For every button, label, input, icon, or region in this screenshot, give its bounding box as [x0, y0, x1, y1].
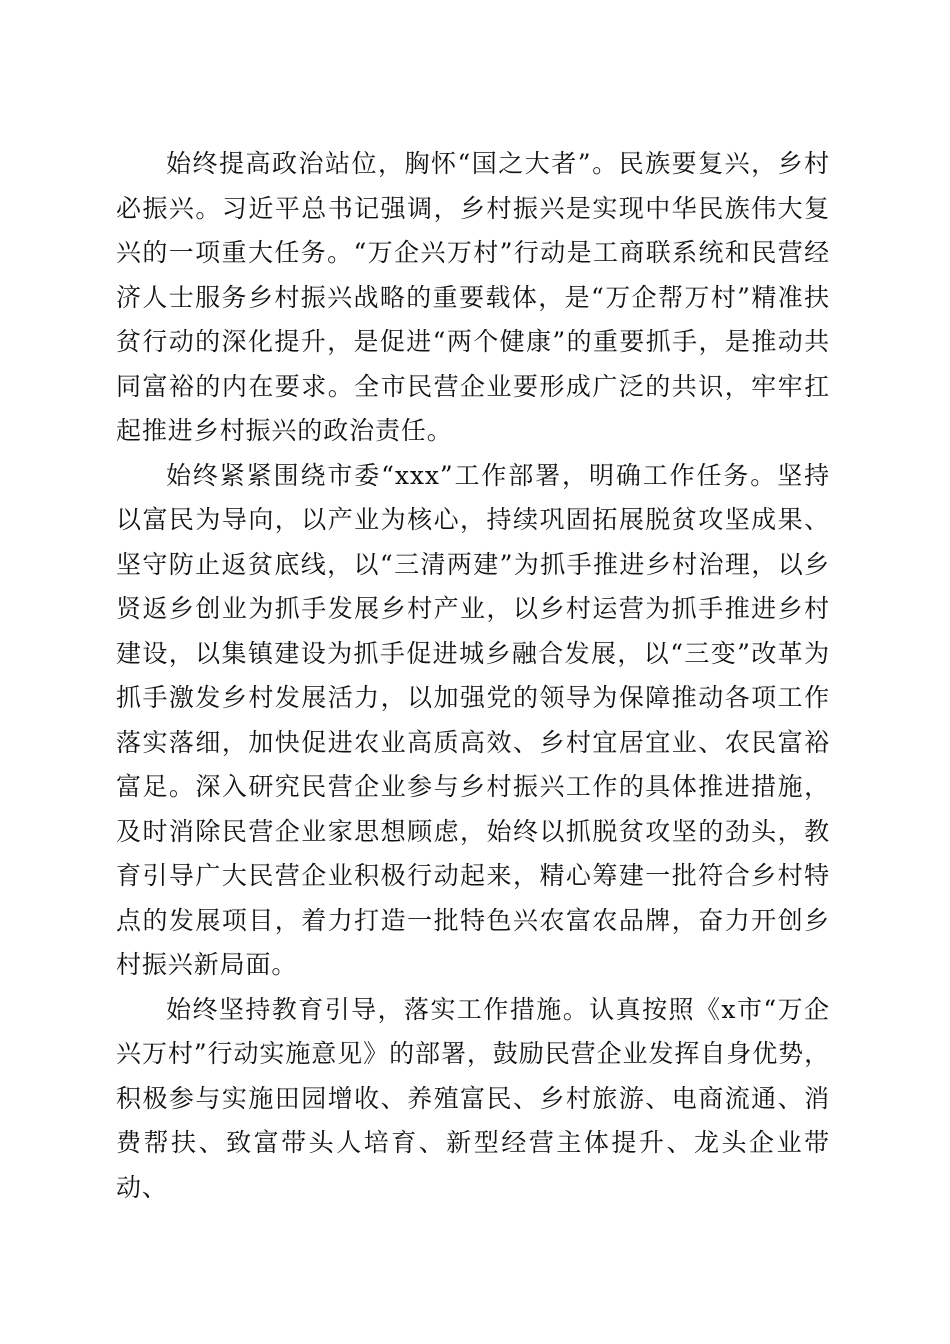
paragraph-political-stance: 始终提高政治站位，胸怀“国之大者”。民族要复兴，乡村必振兴。习近平总书记强调，乡村振兴是实现中华民族伟大复兴的一项重大任务。“万企兴万村”行动是工商联系统和民营经济人士服务乡村振兴战略的重要载体，是“万企帮万村”精准扶贫行动的深化提升，是促进“两个健康”的重要抓手，是推动共同富裕的内在要求。全市民营企业要形成广泛的共识，牢牢扛起推进乡村振兴的政治责任。 [116, 149, 830, 445]
paragraph-work-tasks: 始终紧紧围绕市委“xxx”工作部署，明确工作任务。坚持以富民为导向，以产业为核心，持续巩固拓展脱贫攻坚成果、坚守防止返贫底线，以“三清两建”为抓手推进乡村治理，以乡贤返乡创业为抓手发展乡村产业，以乡村运营为抓手推进乡村建设，以集镇建设为抓手促进城乡融合发展，以“三变”改革为抓手激发乡村发展活力，以加强党的领导为保障推动各项工作落实落细，加快促进农业高质高效、乡村宜居宜业、农民富裕富足。深入研究民营企业参与乡村振兴工作的具体推进措施，及时消除民营企业家思想顾虑，始终以抓脱贫攻坚的劲头，教育引导广大民营企业积极行动起来，精心筹建一批符合乡村特点的发展项目，着力打造一批特色兴农富农品牌，奋力开创乡村振兴新局面。 [116, 460, 830, 979]
document-body [116, 142, 830, 1210]
paragraph-work-measures: 始终坚持教育引导，落实工作措施。认真按照《x市“万企兴万村”行动实施意见》的部署，鼓励民营企业发挥自身优势，积极参与实施田园增收、养殖富民、乡村旅游、电商流通、消费帮扶、致富带头人培育、新型经营主体提升、龙头企业带动、 [116, 994, 830, 1202]
